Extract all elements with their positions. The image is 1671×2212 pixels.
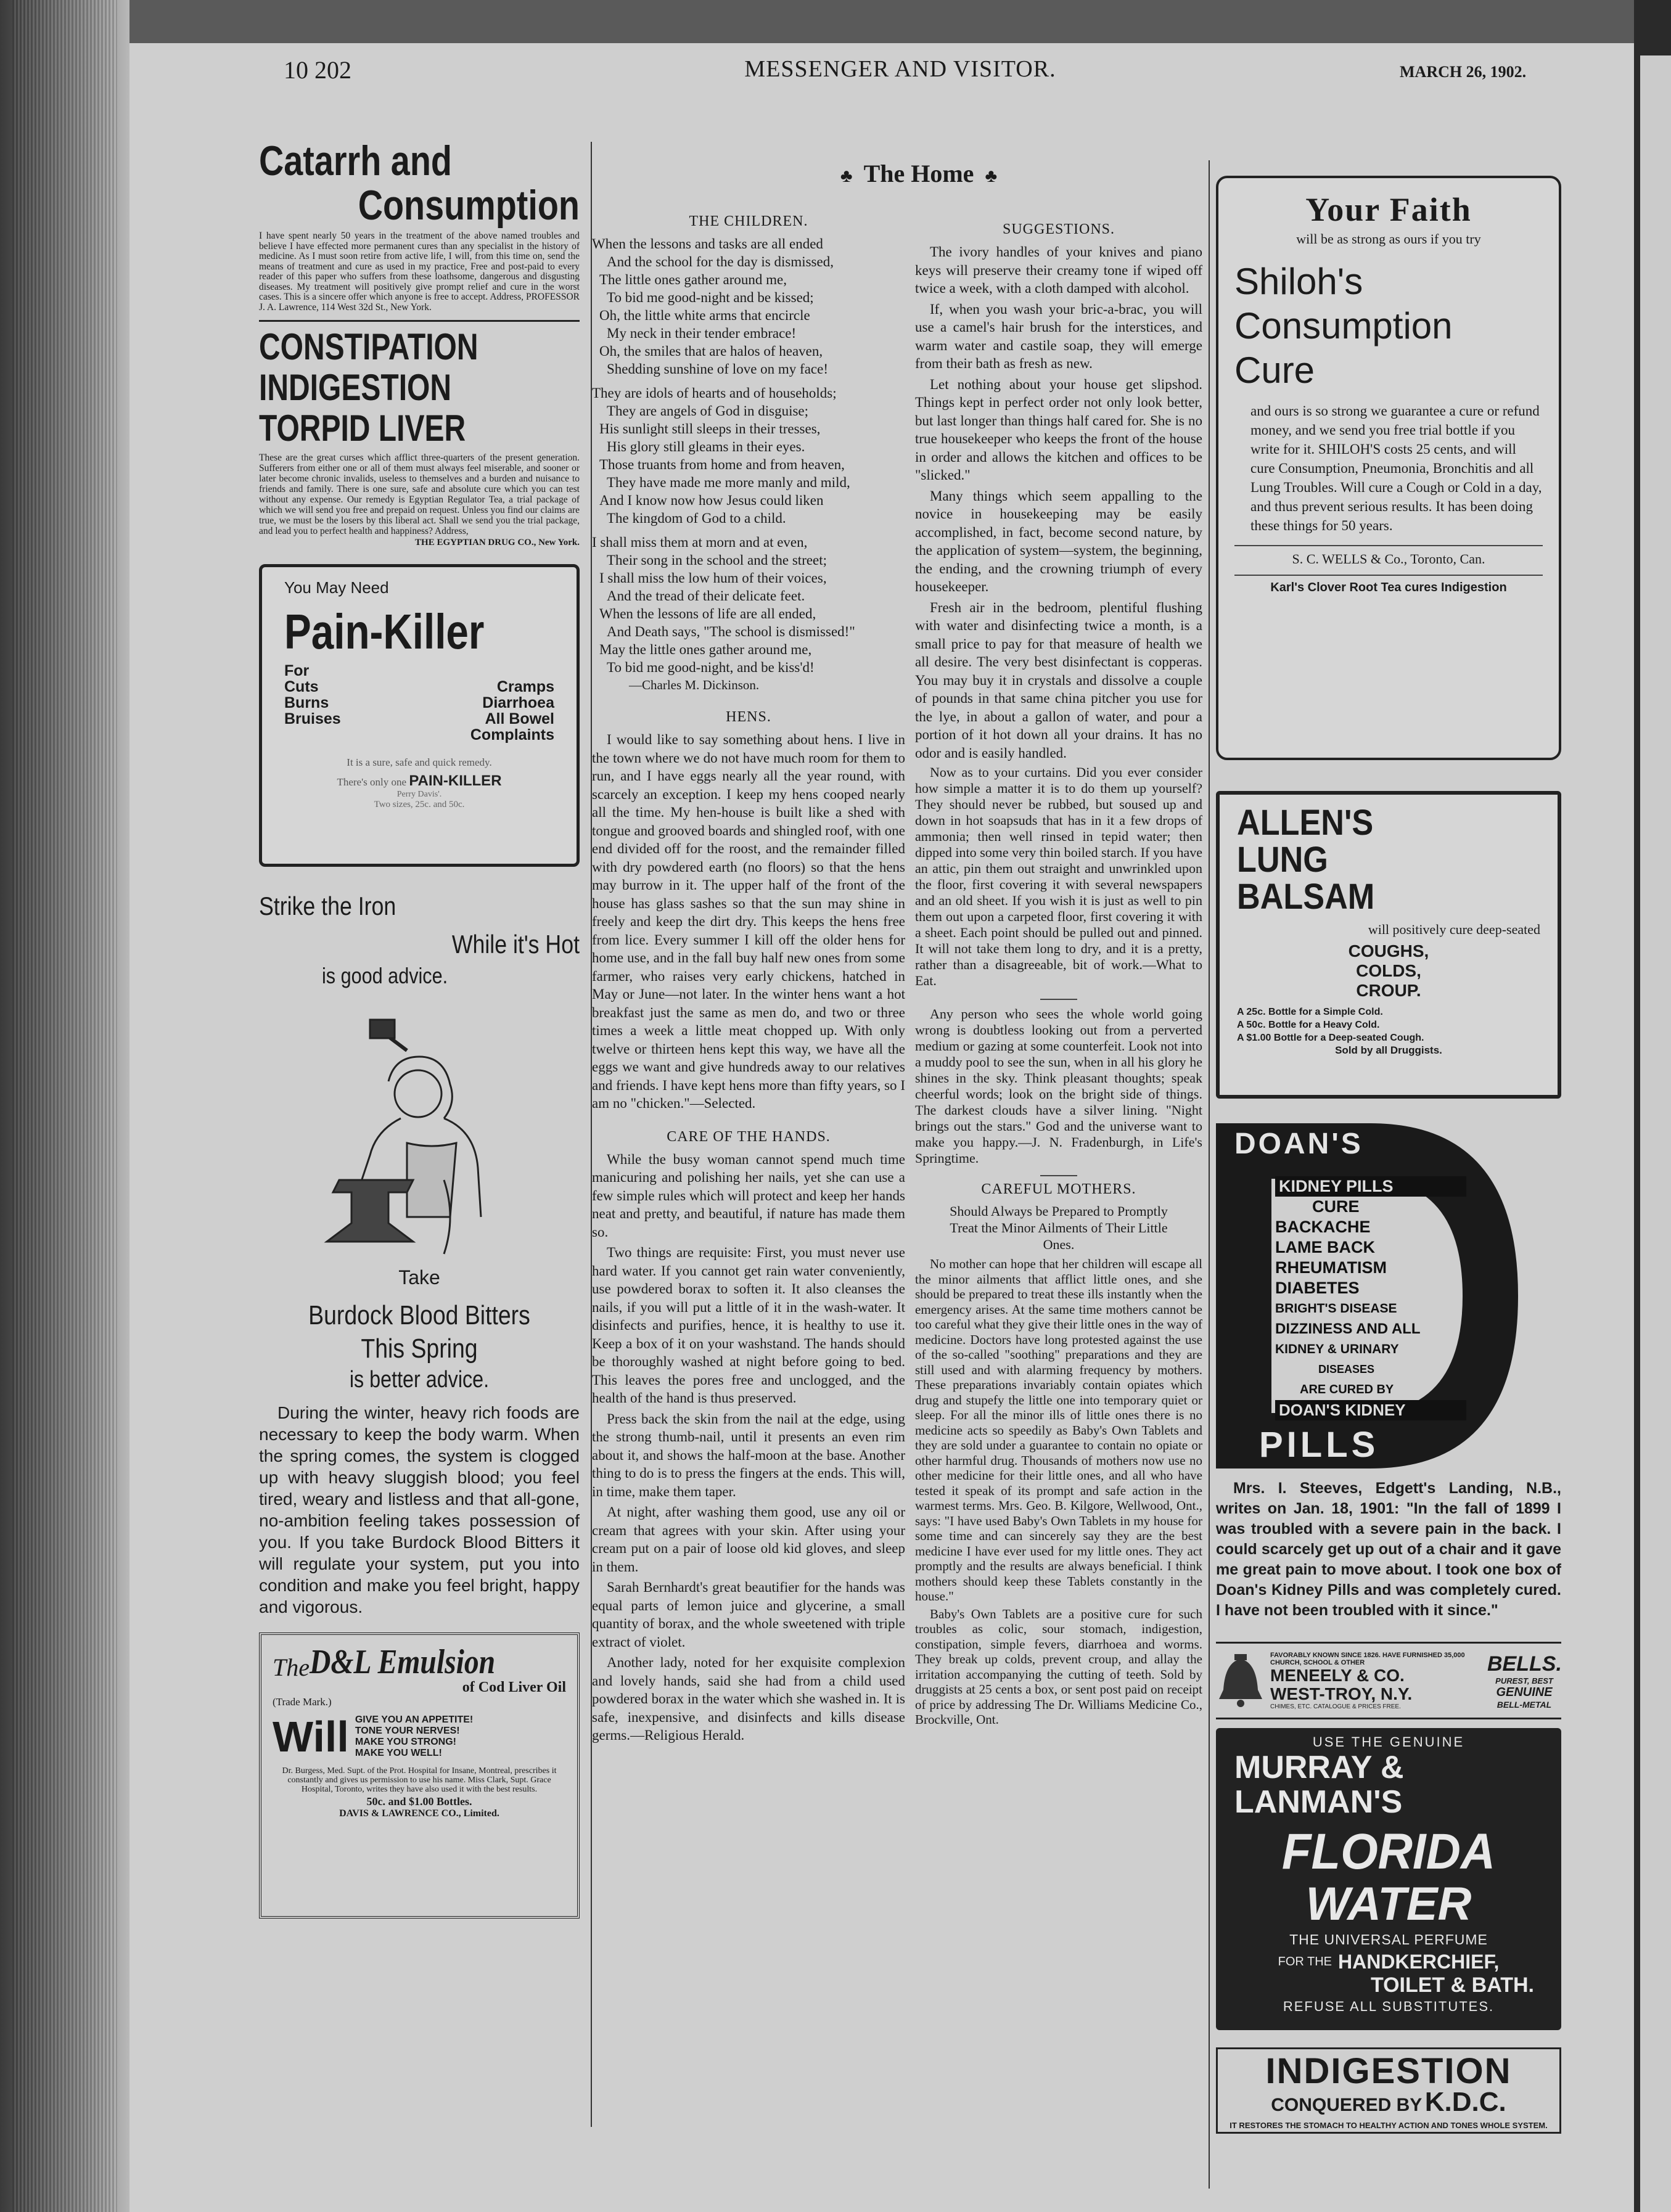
painkiller-line-2a: There's only one	[337, 776, 407, 788]
shiloh-name-2: Consumption	[1234, 305, 1453, 346]
poem-line: And I know now how Jesus could liken	[599, 493, 824, 508]
shiloh-faith: Your Faith	[1305, 191, 1472, 228]
florida-use: USE THE GENUINE	[1312, 1734, 1465, 1750]
section-heading	[783, 159, 1054, 188]
allens-sold: Sold by all Druggists.	[1335, 1044, 1442, 1056]
doans-item: CURE	[1312, 1197, 1360, 1216]
poem-line: Shedding sunshine of love on my face!	[607, 361, 828, 377]
shiloh-ad	[1216, 176, 1561, 760]
allens-price-1: A 25c. Bottle for a Simple Cold.	[1237, 1007, 1383, 1017]
emulsion-promises	[355, 1714, 473, 1759]
emulsion-will: Will	[273, 1713, 349, 1761]
paragraph: Let nothing about your house get slipshod. Things kept in perfect order not only look better, but last longer than things half cared for. She is no true housekeeper who keeps the front of the house in order and allows the kitchen and offices to be "slicked."	[915, 376, 1202, 483]
doans-item: BACKACHE	[1275, 1218, 1371, 1236]
doans-item: LAME BACK	[1275, 1238, 1375, 1256]
shiloh-tag: will be as strong as ours if you try	[1296, 231, 1481, 247]
allens-line-3: BALSAM	[1237, 877, 1375, 917]
bells-sub: CHIMES, ETC. CATALOGUE & PRICES FREE.	[1270, 1703, 1401, 1710]
shiloh-name-3: Cure	[1234, 350, 1315, 391]
steeves-testimonial: Mrs. I. Steeves, Edgett's Landing, N.B., writes on Jan. 18, 1901: "In the fall of 1899 I was troubled with a severe pain in the back. I could scarcely get up out of a chair and it gave me great pain to move about. I took one box of Doan's Kidney Pills and was completely cured. I have not been troubled with it since."	[1216, 1480, 1561, 1619]
poem-line: And Death says, "The school is dismissed!"	[607, 624, 855, 639]
allens-price-2: A 50c. Bottle for a Heavy Cold.	[1237, 1020, 1380, 1030]
poem-line: And the school for the day is dismissed,	[607, 254, 834, 269]
painkiller-need: You May Need	[284, 578, 389, 597]
doans-item: DOAN'S KIDNEY	[1275, 1400, 1466, 1420]
painkiller-line-3: Perry Davis'.	[396, 790, 442, 799]
strike-line-3: is good advice.	[322, 963, 448, 988]
shiloh-body: and ours is so strong we guarantee a cure or refund money, and we send you free trial bottle if you write for it. SHILOH'S costs 25 cents, and will cure Consumption, Pneumonia, Bronchitis and all Lung Troubles. Will cure a Cough or Cold in a day, and thus prevent serious results. It has been doing these things for 50 years.	[1250, 403, 1542, 533]
paragraph: Fresh air in the bedroom, plentiful flushing with water and disinfecting twice a month, is a small price to pay for that measure of health we all desire. The very best disinfectant is copperas. You may buy it in crystals and dissolve a couple of pounds in that same china pitcher you use for the lye, in about a gallon of water, and pour a portion of it hot down all your drains. It has no odor and is easily handled.	[915, 599, 1202, 761]
use-item: Cuts	[284, 678, 319, 695]
issue-date: MARCH 26, 1902.	[1400, 63, 1527, 81]
doans-item: KIDNEY & URINARY	[1275, 1342, 1399, 1356]
allens-croup: CROUP.	[1356, 981, 1421, 1000]
constipation-ad	[259, 320, 580, 548]
poem-line: When the lessons and tasks are all ended	[592, 236, 823, 252]
constipation-line-3: TORPID LIVER	[259, 408, 466, 449]
painkiller-line-4: Two sizes, 25c. and 50c.	[374, 800, 465, 809]
kdc-line-3: IT RESTORES THE STOMACH TO HEALTHY ACTION AND TONES WHOLE SYSTEM.	[1230, 2121, 1548, 2130]
catarrh-title-1: Catarrh and	[259, 137, 452, 184]
strike-line-1: Strike the Iron	[259, 891, 396, 920]
emulsion-brand: D&L Emulsion	[310, 1643, 496, 1681]
bells-left: FAVORABLY KNOWN SINCE 1826. HAVE FURNISHED 35,000 CHURCH, SCHOOL & OTHER	[1270, 1651, 1465, 1666]
shiloh-maker: S. C. WELLS & Co., Toronto, Can.	[1292, 551, 1485, 567]
painkiller-line-1: It is a sure, safe and quick remedy.	[347, 756, 492, 768]
kdc-line-2a: CONQUERED BY	[1271, 2095, 1423, 2115]
clover-icon: ♣	[840, 166, 853, 186]
poem-line: Oh, the little white arms that encircle	[599, 308, 810, 323]
poem-line: And the tread of their delicate feet.	[607, 588, 805, 604]
bells-right-3: GENUINE	[1496, 1685, 1553, 1699]
emulsion-the: The	[273, 1653, 310, 1681]
paragraph: The ivory handles of your knives and piano keys will preserve their creamy tone if wiped off twice a week, with a cloth damped with alcohol.	[915, 244, 1202, 296]
take-label: Take	[398, 1266, 440, 1288]
doans-bottom: PILLS	[1259, 1425, 1379, 1465]
paragraph: Another lady, noted for her exquisite complexion and lovely hands, said she had from a child used powdered borax in the water which she washed in. It is safe, inexpensive, and disinfects and kills disease germs.—Religious Herald.	[592, 1655, 905, 1743]
doans-item: DISEASES	[1318, 1363, 1375, 1375]
poem-line: The kingdom of God to a child.	[607, 510, 786, 526]
bells-right-1: BELLS.	[1487, 1652, 1562, 1676]
florida-handkerchief: HANDKERCHIEF,	[1338, 1951, 1500, 1973]
emulsion-price: 50c. and $1.00 Bottles.	[366, 1795, 472, 1808]
florida-refuse: REFUSE ALL SUBSTITUTES.	[1283, 1999, 1495, 2014]
allens-line-2: LUNG	[1237, 840, 1328, 880]
poem-line: I shall miss them at morn and at even,	[592, 535, 808, 550]
masthead: MESSENGER AND VISITOR.	[744, 56, 1056, 82]
mothers-subtitle: Should Always be Prepared to Promptly Treat the Minor Ailments of Their Little Ones.	[950, 1203, 1168, 1252]
paragraph: Many things which seem appalling to the novice in housekeeping may be easily accomplished, in fact, become second nature, by the application of system—system, the beginning, the ending, and the crowning triumph of every housekeeper.	[915, 488, 1202, 594]
poem-line: His sunlight still sleeps in their tresses,	[599, 421, 821, 436]
catarrh-title-2: Consumption	[358, 182, 580, 229]
doans-item: RHEUMATISM	[1275, 1258, 1387, 1277]
kdc-line-1: INDIGESTION	[1265, 2051, 1512, 2091]
painkiller-ad	[259, 564, 580, 867]
hands-body	[592, 1150, 905, 1745]
bell-icon	[1216, 1653, 1265, 1708]
column-right-ads	[1216, 176, 1561, 2134]
poem-line: May the little ones gather around me,	[599, 642, 812, 657]
poem-line: The little ones gather around me,	[599, 272, 787, 287]
paragraph: If, when you wash your bric-a-brac, you will use a camel's hair brush for the interstices, and warm water and castile soap, they will emerge from their bath as fresh as new.	[915, 301, 1202, 371]
paragraph: Two things are requisite: First, you must never use hard water. If you cannot get rain water conveniently, use powdered borax to soften it. It also cleanses the nails, if you will put a little of it in the wash-water. It disinfects and purifies, hence, it is healthy to use it. Keep a box of it on your washstand. The hands should be thoroughly washed at night before going to bed. This leaves the pores free and unclogged, and the health of the hand is thus preserved.	[592, 1245, 905, 1406]
hands-title: CARE OF THE HANDS.	[667, 1128, 831, 1145]
poem-line: They have made me more manly and mild,	[607, 475, 850, 490]
suggestions-title: SUGGESTIONS.	[1002, 221, 1115, 237]
painkiller-brand: Pain-Killer	[284, 604, 485, 659]
poem-line: Their song in the school and the street;	[607, 552, 827, 568]
blacksmith-illustration	[259, 995, 580, 1266]
suggestions-body	[915, 243, 1202, 989]
use-item: Complaints	[470, 726, 554, 743]
doans-item: ARE CURED BY	[1300, 1383, 1394, 1396]
hens-title: HENS.	[726, 709, 771, 725]
column-center-right	[915, 219, 1202, 1730]
kdc-line-2b: K.D.C.	[1424, 2087, 1506, 2117]
florida-big: FLORIDA	[1281, 1824, 1496, 1880]
emulsion-body: Dr. Burgess, Med. Supt. of the Prot. Hospital for Insane, Montreal, prescribes it constantly and gives us permission to use his name. Miss Clark, Supt. Grace Hospital, Toronto, writes they have also used it with the best results.	[282, 1766, 557, 1794]
florida-for: FOR THE	[1278, 1955, 1332, 1968]
paragraph: Sarah Bernhardt's great beautifier for the hands was equal parts of lemon juice and glycerine, a small quantity of borax, and the whole sweetened with triple extract of violet.	[592, 1579, 905, 1650]
shiloh-footer: Karl's Clover Root Tea cures Indigestion	[1270, 581, 1507, 594]
emulsion-maker: DAVIS & LAWRENCE CO., Limited.	[339, 1808, 499, 1819]
children-title: THE CHILDREN.	[689, 213, 808, 229]
emulsion-ad	[259, 1632, 580, 1919]
florida-name-2: LANMAN'S	[1234, 1784, 1403, 1820]
poem-line: To bid me good-night and be kissed;	[607, 290, 814, 305]
doans-item: KIDNEY PILLS	[1275, 1176, 1466, 1197]
kdc-ad	[1216, 2047, 1561, 2134]
paragraph: Press back the skin from the nail at the edge, using the strong thumb-nail, until it presents an even rim about it, and shows the half-moon at the base. Another thing to do is to press the fingers at the ends. This will, in time, make them taper.	[592, 1411, 905, 1499]
next-page-edge	[1634, 0, 1671, 2212]
florida-water: WATER	[1305, 1878, 1472, 1930]
use-item: Cramps	[496, 678, 554, 695]
bells-right-4: BELL-METAL	[1497, 1699, 1552, 1710]
constipation-signature: THE EGYPTIAN DRUG CO., New York.	[415, 538, 580, 547]
strike-line-2: While it's Hot	[451, 930, 580, 959]
paragraph: Baby's Own Tablets are a positive cure for such troubles as colic, sour stomach, indigestion, constipation, simple fevers, diarrhoea and worms. They break up colds, prevent croup, and allay the irritation accompanying the cutting of teeth. Sold by druggists at 25 cents a box, or sent post paid on receipt of price by addressing The Dr. Williams Medicine Co., Brockville, Ont.	[915, 1606, 1202, 1727]
doans-ad	[1216, 1123, 1561, 1469]
poem-line: Oh, the smiles that are halos of heaven,	[599, 343, 823, 359]
column-rule	[1209, 160, 1210, 2189]
page-number: 10 202	[284, 56, 351, 84]
allens-will: will positively cure deep-seated	[1368, 922, 1540, 937]
emulsion-trademark: (Trade Mark.)	[273, 1696, 332, 1708]
constipation-line-1: CONSTIPATION	[259, 326, 478, 367]
children-author: —Charles M. Dickinson.	[629, 678, 760, 692]
shiloh-name-1: Shiloh's	[1234, 261, 1363, 302]
burdock-line-3: is better advice.	[349, 1367, 490, 1393]
column-middle	[592, 211, 905, 1747]
constipation-line-2: INDIGESTION	[259, 367, 452, 408]
catarrh-body: I have spent nearly 50 years in the treatment of the above named troubles and believe I have effected more permanent cures than any specialist in the history of medicine. As I must soon retire from active life, I will, from this time on, send the means of treatment and cure as used in my practice, Free and post-paid to every reader of this paper who suffers from these loathsome, dangerous and disgusting diseases. My treatment will positively give prompt relief and cure in the worst cases. This is a sincere offer which anyone is free to accept. Address, PROFESSOR J. A. Lawrence, 114 West 32d St., New York.	[259, 231, 580, 313]
doans-item: BRIGHT'S DISEASE	[1275, 1301, 1397, 1316]
hens-body: I would like to say something about hens. I live in the town where we do not have much room for them to run, and I have eggs nearly all the year round, with scarcely an exception. I keep my hens cooped nearly all the time. My hen-house is built like a shed with tongue and grooved boards and shingled roof, with one end divided off for the roost, and the remainder filled with dry powdered earth (no floors) so that the hens may burrow in it. The upper half of the front of the house has glass sashes so that the sun may shine in freely and keep the dirt dry. This keeps the hens free from lice. Every summer I kill off the older hens for home use, and in the fall buy half new ones from some farmer, who raises very early chickens, hatched in May or June—not later. In the winter hens want a hot breakfast just the same as men do, and two or three times a week a little meat chopped up. With only twelve or thirteen hens kept this way, we have all the eggs we want and give hundreds away to our relatives and friends. I have kept hens more than fifty years, so I am no "chicken."—Selected.	[592, 732, 905, 1111]
mothers-body	[915, 1256, 1202, 1727]
use-item: Bruises	[284, 710, 341, 727]
book-binding	[0, 0, 129, 2212]
world-paragraph: Any person who sees the whole world going wrong is doubtless looking out from a perverted medium or gazing at some counterfeit. Look not into a muddy pool to see the sun, when in all his glory he shines in the sky. Think pleasant thoughts; speak cheerful words; look on the bright side of things. The darkest clouds have a silver lining. "Night brings out the stars." God and the universe want to make you happy.—J. N. Fradenburgh, in Life's Springtime.	[915, 1006, 1202, 1166]
allens-line-1: ALLEN'S	[1237, 803, 1374, 843]
promise-item: MAKE YOU STRONG!	[355, 1737, 456, 1747]
bells-right-2: PUREST, BEST	[1495, 1676, 1553, 1686]
doans-item: DIZZINESS AND ALL	[1275, 1321, 1421, 1337]
bells-maker: MENEELY & CO.	[1270, 1665, 1405, 1685]
florida-perfume: THE UNIVERSAL PERFUME	[1289, 1931, 1488, 1948]
poem-line: My neck in their tender embrace!	[607, 326, 797, 341]
allens-coughs: COUGHS,	[1348, 941, 1429, 961]
florida-water-ad	[1216, 1728, 1561, 2030]
poem-line: To bid me good-night, and be kiss'd!	[607, 660, 815, 675]
poem-line: When the lessons of life are all ended,	[599, 606, 816, 621]
promise-item: GIVE YOU AN APPETITE!	[355, 1714, 474, 1725]
poem-line: I shall miss the low hum of their voices,	[599, 570, 827, 586]
doans-items	[1275, 1176, 1466, 1420]
poem-line: His glory still gleams in their eyes.	[607, 439, 805, 454]
children-poem	[592, 235, 905, 676]
paragraph: While the busy woman cannot spend much time manicuring and polishing her nails, yet she can use a few simple rules which will protect and keep her hands neat and pretty, and beautiful, if nature has made them so.	[592, 1151, 905, 1240]
painkiller-uses-right	[470, 663, 554, 743]
use-item: For	[284, 662, 310, 679]
paragraph: No mother can hope that her children will escape all the minor ailments that afflict little ones, and she should be prepared to treat these ills instantly when the emergency arises. At the same time mothers cannot be too careful what they give their little ones in the way of medicine. Doctors have long protested against the use of the so-called "soothing" preparations and they are still used and with alarming frequency by mothers. These preparations invariably contain opiates which drug and stupefy the little one into temporary quiet or sleep. For all the minor ills of little ones there is no medicine acts so speedily as Baby's Own Tablets and they are sold under a guarantee to contain no opiate or other harmful drug. Thousands of mothers now use no other medicine for their little ones, and all who have tested it speak of its prompt and safe action in the warmest terms. Mrs. Geo. B. Kilgore, Wellwood, Ont., says: "I have used Baby's Own Tablets in my house for some time and can sincerely say they are the best medicine I have ever used for my little ones. They act promptly and the results are always beneficial. I think mothers should keep these Tablets constantly in the house."	[915, 1256, 1202, 1604]
catarrh-ad	[259, 139, 580, 313]
allens-ad	[1216, 791, 1561, 1099]
constipation-body: These are the great curses which afflict three-quarters of the present generation. Sufferers from either one or all of them must always feel miserable, and sooner or later become chronic invalids, useless to themselves and a burden and nuisance to friends and family. There is one sure, safe and absolute cure which you can test without any expense. Our remedy is Egyptian Regulator Tea, a trial package of which we will send you free and prepaid on request. Unless you find our claims are true, we must be the losers by this liberal act. Shall we send you the trial package, and lead you to perfect health and happiness? Address,	[259, 453, 580, 536]
promise-item: TONE YOUR NERVES!	[355, 1726, 460, 1736]
use-item: Burns	[284, 694, 329, 711]
florida-name-1: MURRAY &	[1234, 1750, 1404, 1785]
painkiller-uses-left	[284, 663, 341, 743]
doans-item: DIABETES	[1275, 1279, 1360, 1297]
painkiller-line-2b: PAIN-KILLER	[409, 772, 502, 789]
doans-top: DOAN'S	[1234, 1128, 1363, 1160]
allens-colds: COLDS,	[1356, 961, 1421, 980]
paragraph: Now as to your curtains. Did you ever consider how simple a matter it is to do them up yourself? They should never be rubbed, but soused up and down in hot soapsuds that has in it a few drops of ammonia; then well rinsed in tepid water; then dipped into some very thin boiled starch. If you have an attic, pin them out straight and unwrinkled upon the floor, first covering it with several newspapers and an old sheet. If you wish it is just as well to pin them out upon a carpeted floor, first covering it with a sheet. Each point should be pulled out and pinned. It will not take them long to dry, and it is a pretty, rather than a disagreeable, bit of work.—What to Eat.	[915, 764, 1202, 988]
burdock-body: During the winter, heavy rich foods are necessary to keep the body warm. When the spring comes, the system is clogged up with heavy sluggish blood; you feel tired, weary and listless and that all-gone, no-ambition feeling takes possession of you. If you take Burdock Blood Bitters it will regulate your system, put you into condition and make you feel bright, happy and vigorous.	[259, 1403, 580, 1616]
promise-item: MAKE YOU WELL!	[355, 1748, 442, 1758]
allens-price-3: A $1.00 Bottle for a Deep-seated Cough.	[1237, 1033, 1424, 1043]
use-item: Diarrhoea	[482, 694, 554, 711]
paragraph: At night, after washing them good, use any oil or cream that agrees with your skin. After using your cream put on a pair of loose old kid gloves, and sleep in them.	[592, 1504, 905, 1575]
bells-ad	[1216, 1642, 1561, 1719]
poem-line: Those truants from home and from heaven,	[599, 457, 845, 472]
poem-line: They are idols of hearts and of households;	[592, 385, 837, 401]
emulsion-sub: of Cod Liver Oil	[462, 1679, 566, 1695]
mothers-title: CAREFUL MOTHERS.	[981, 1181, 1136, 1197]
column-left-ads	[259, 139, 580, 1919]
burdock-line-1: Burdock Blood Bitters	[308, 1300, 530, 1330]
poem-line: They are angels of God in disguise;	[607, 403, 809, 419]
use-item: All Bowel	[485, 710, 554, 727]
bells-place: WEST-TROY, N.Y.	[1270, 1684, 1413, 1703]
burdock-line-2: This Spring	[361, 1333, 478, 1364]
florida-toilet: TOILET & BATH.	[1370, 1973, 1534, 1997]
section-title: The Home	[863, 160, 974, 187]
burdock-ad	[259, 891, 580, 1618]
clover-icon: ♣	[985, 166, 998, 186]
